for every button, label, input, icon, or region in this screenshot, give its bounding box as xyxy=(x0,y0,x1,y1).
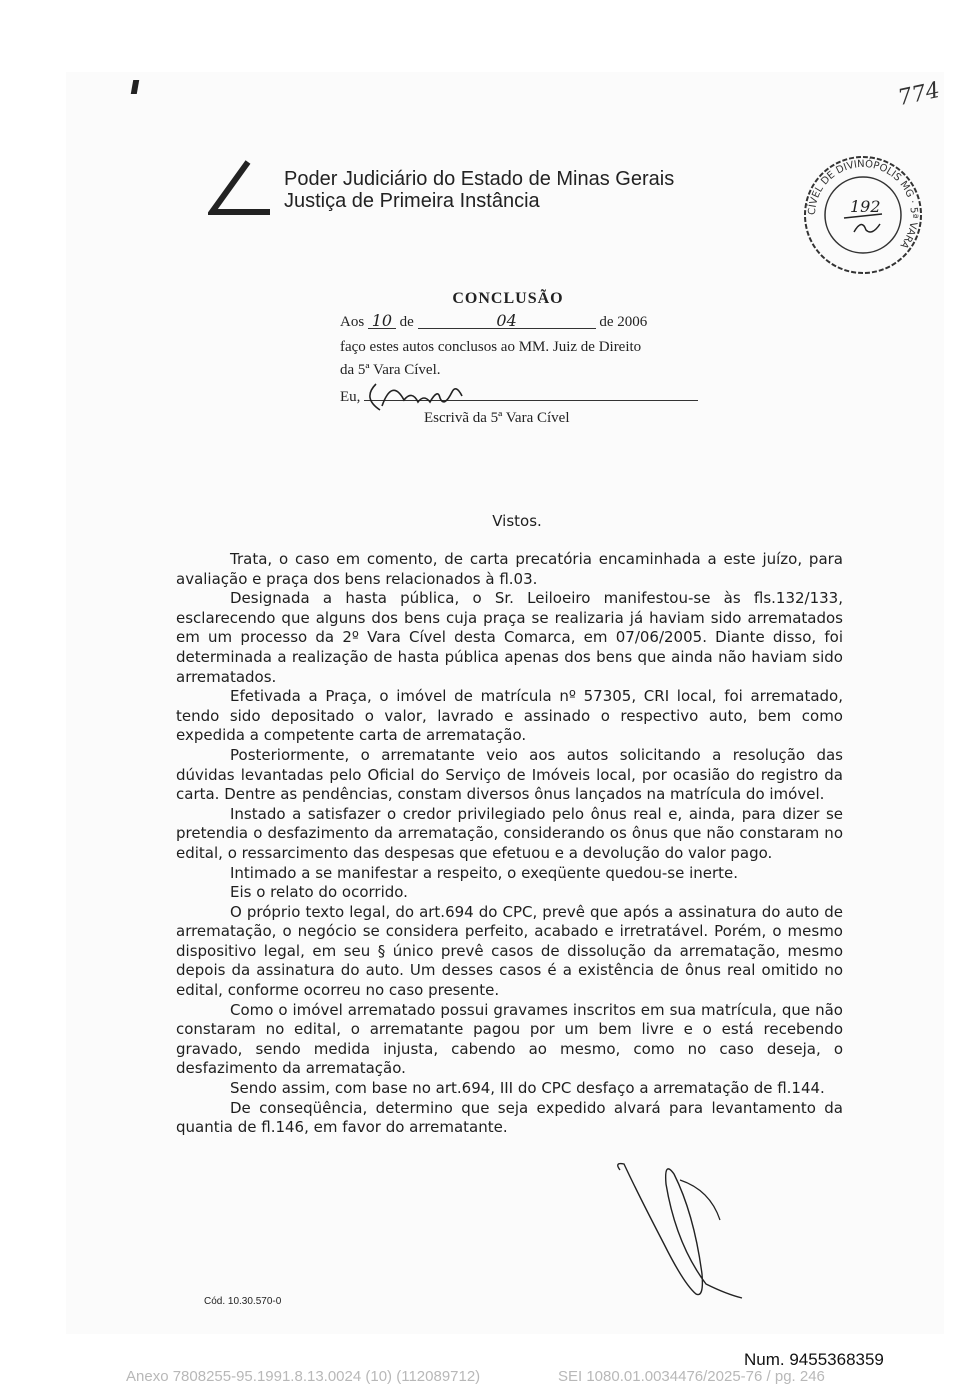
court-header xyxy=(284,168,674,212)
judge-signature xyxy=(600,1160,750,1310)
month-field: 04 xyxy=(418,314,596,329)
conclusao-title: CONCLUSÃO xyxy=(452,290,564,307)
paragraph: Trata, o caso em comento, de carta precatória encaminhada a este juízo, para avaliação e praça dos bens relacionados à fl.03. xyxy=(176,550,843,588)
eu-label: Eu, xyxy=(340,389,361,405)
paragraph: Eis o relato do ocorrido. xyxy=(230,883,408,902)
conclusao-date-line xyxy=(340,311,648,331)
paragraph: Designada a hasta pública, o Sr. Leiloeiro manifestou-se às fls.132/133, esclarecendo que alguns dos bens cuja praça se realizaria já haviam sido arrematados em um processo da 2º Vara Cível desta Comarca, em 07/06/2005. Diante disso, foi determinada a realização de hasta pública apenas dos bens que ainda não haviam sido arrematados. xyxy=(176,589,843,686)
header-line-1: Poder Judiciário do Estado de Minas Gerais xyxy=(284,168,675,190)
footer-annex xyxy=(126,1368,825,1385)
conclusao-line-2: faço estes autos conclusos ao MM. Juiz de Direito xyxy=(340,339,642,355)
vistos-heading: Vistos. xyxy=(492,512,542,530)
paragraph: Intimado a se manifestar a respeito, o exeqüente quedou-se inerte. xyxy=(230,863,739,882)
de-label: de xyxy=(399,314,414,330)
paragraph: Como o imóvel arrematado possui gravames inscritos em sua matrícula, que não constaram no edital, o arrematante pagou por um bem livre e o está recebendo gravado, sendo medida injusta, cabendo ao mesmo, como no caso deseja, o desfazimento da arrematação. xyxy=(176,1000,843,1078)
paragraph: Posteriormente, o arrematante veio aos autos solicitando a resolução das dúvidas levantadas pelo Oficial do Serviço de Imóveis local, por ocasião do registro da carta. Dentre as pendências, constam diversos ônus lançados na matrícula do imóvel. xyxy=(176,745,843,804)
paragraph: O próprio texto legal, do art.694 do CPC, prevê que após a assinatura do auto de arrematação, o negócio se considera perfeito, acabado e irretratável. Porém, o mesmo dispositivo legal, em seu § único prevê casos de dissolução da arrematação, mesmo depois da assinatura do auto. Um desses casos é a existência de ônus real omitido no edital, conforme ocorreu no caso presente. xyxy=(176,902,843,1000)
day-field: 10 xyxy=(368,314,396,329)
conclusao-stamp xyxy=(340,290,720,426)
conclusao-line-3: da 5ª Vara Cível. xyxy=(340,362,441,378)
header-line-2: Justiça de Primeira Instância xyxy=(284,190,540,212)
aos-label: Aos xyxy=(340,314,365,330)
paragraph: De conseqüência, determino que seja expedido alvará para levantamento da quantia de fl.146, em favor do arrematante. xyxy=(176,1098,843,1137)
year-label: de 2006 xyxy=(599,314,648,330)
seal-text: CÍVEL DE DIVINÓPOLIS MG · 5ª VARA xyxy=(806,158,920,251)
decision-body xyxy=(176,550,843,1138)
court-logo-icon xyxy=(208,160,274,216)
page-number-handwritten: 774 xyxy=(895,77,943,112)
form-code: Cód. 10.30.570-0 xyxy=(204,1296,282,1307)
paragraph: Sendo assim, com base no art.694, III do CPC desfaço a arrematação de fl.144. xyxy=(230,1079,825,1098)
footer-anexo: Anexo 7808255-95.1991.8.13.0024 (10) (112089712) xyxy=(126,1368,481,1385)
court-seal-stamp xyxy=(800,152,926,278)
escriva-role: Escrivã da 5ª Vara Cível xyxy=(424,410,570,426)
seal-number: 192 xyxy=(850,197,881,216)
footer-sei: SEI 1080.01.0034476/2025-76 / pg. 246 xyxy=(558,1368,825,1385)
paragraph: Instado a satisfazer o credor privilegiado pelo ônus real e, ainda, para dizer se pretendia o desfazimento da arrematação, considerando os ônus que não constaram no edital, o ressarcimento das despesas que efetuou e a devolução do valor pago. xyxy=(176,804,843,862)
paragraph: Efetivada a Praça, o imóvel de matrícula nº 57305, CRI local, foi arrematado, tendo sido depositado o valor, lavrado e assinado o respectivo auto, bem como expedida a competente carta de arrematação. xyxy=(176,687,843,745)
document-number: Num. 9455368359 xyxy=(744,1350,884,1369)
